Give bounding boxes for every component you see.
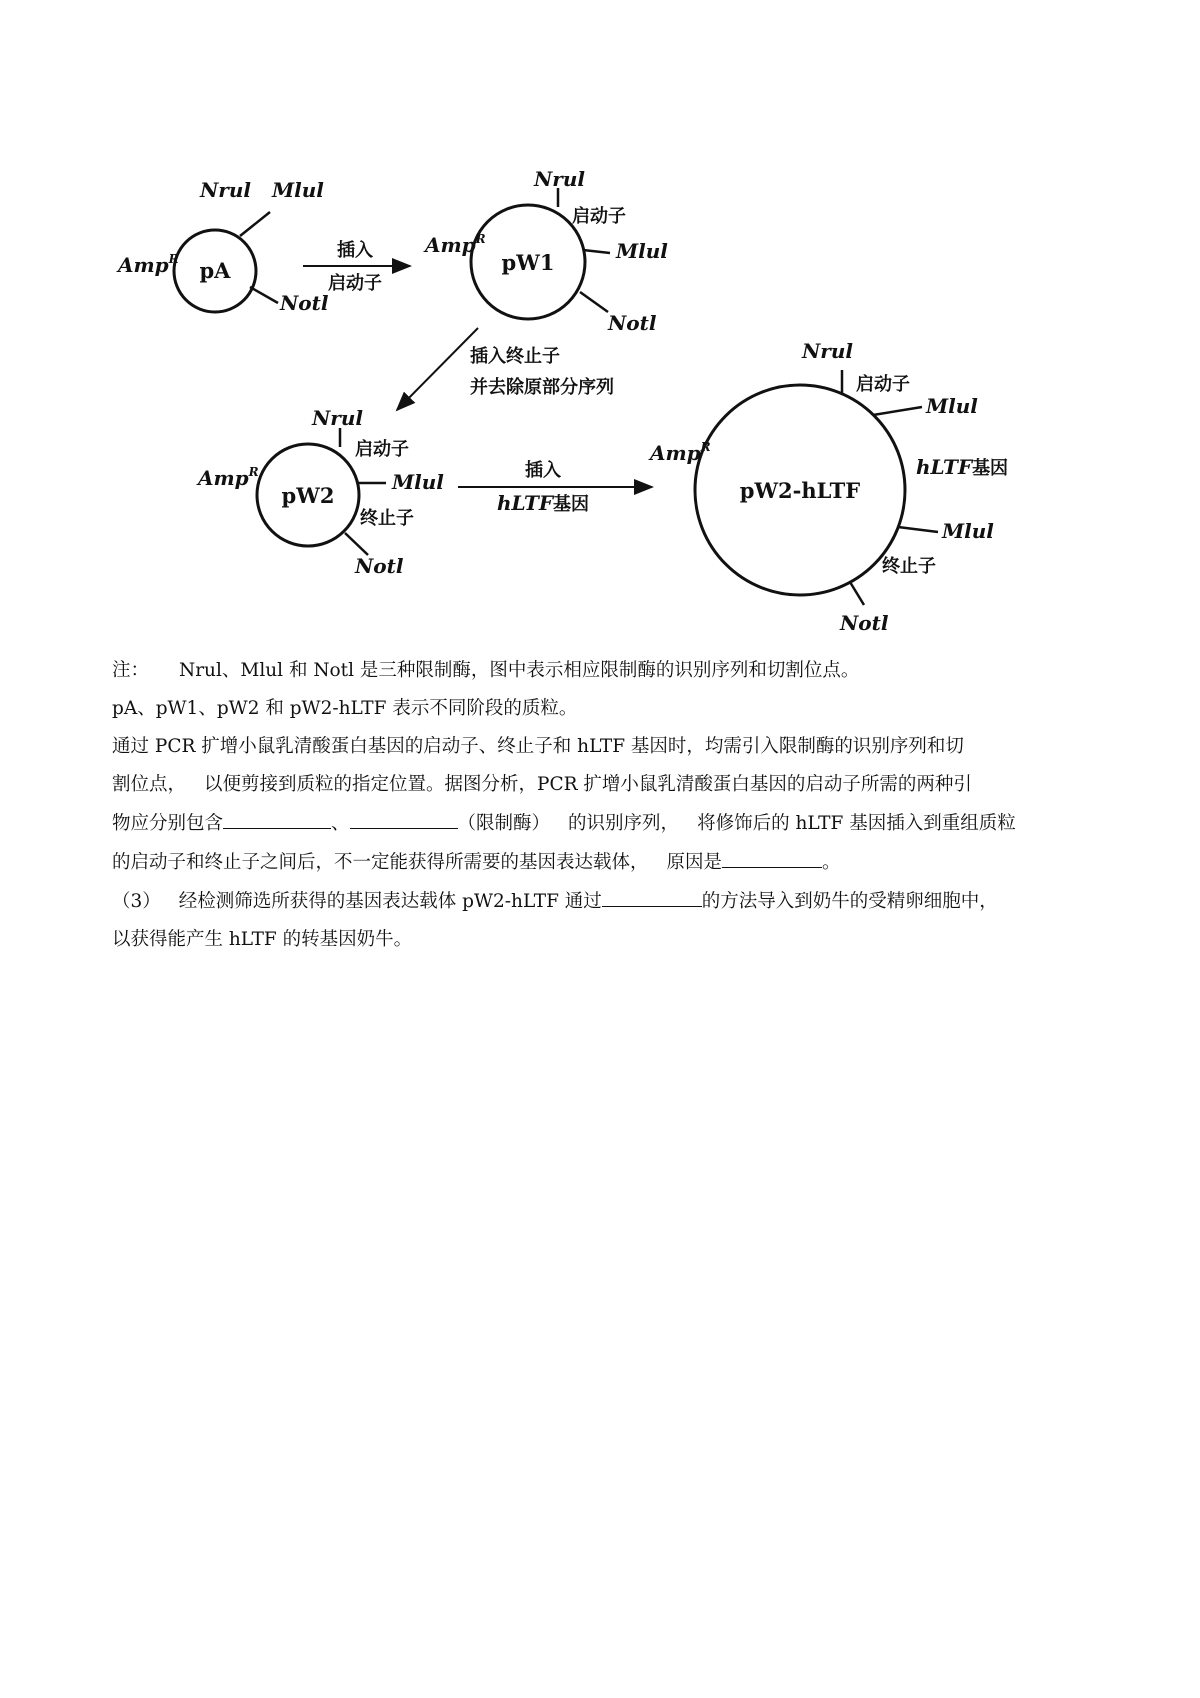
arrow-2-label-line1: 插入终止子 <box>470 346 560 367</box>
note-line-1-text: Nrul、Mlul 和 Notl 是三种限制酶，图中表示相应限制酶的识别序列和切割位点。 <box>179 660 860 681</box>
plasmid-pW2-name: pW2 <box>281 483 335 508</box>
paragraph-line-a: 通过 PCR 扩增小鼠乳清酸蛋白基因的启动子、终止子和 hLTF 基因时，均需引入限制酶的识别序列和切 <box>112 736 964 757</box>
pW2-amp-label: Amp$^R$ <box>198 465 259 490</box>
arrow-3-bottom-label: hLTF基因 <box>496 491 590 515</box>
pW2-hLTF-notl-label: Notl <box>840 611 889 635</box>
answer-blank-4[interactable] <box>602 882 702 907</box>
arrow-1-top-label: 插入 <box>337 240 373 261</box>
arrow-insert-hltf <box>458 459 652 515</box>
pW2-hLTF-gene-label: hLTF基因 <box>916 455 1009 479</box>
pW2-mlul-label: Mlul <box>392 470 444 494</box>
pA-amp-label: Amp$^R$ <box>118 252 179 277</box>
plasmid-construction-diagram <box>0 0 1200 650</box>
pW1-notl-tick <box>580 292 608 312</box>
pW2-nrul-label: Nrul <box>312 406 363 430</box>
question-3-number: （3） <box>112 891 161 912</box>
pW2-hLTF-mlul1-tick <box>873 407 922 415</box>
pW2-notl-label: Notl <box>355 554 404 578</box>
pW2-hLTF-mlul2-tick <box>898 527 938 532</box>
plasmid-pA-name: pA <box>199 258 231 283</box>
pW2-hLTF-nrul-label: Nrul <box>802 339 853 363</box>
pW2-hLTF-promoter-label: 启动子 <box>856 374 910 395</box>
arrow-insert-terminator <box>397 328 614 410</box>
pW1-promoter-label: 启动子 <box>572 206 626 227</box>
pA-notl-tick <box>250 287 278 303</box>
pA-mlul-label: Mlul <box>272 178 324 202</box>
paragraph-line-c: 物应分别包含 、 （限制酶） 的识别序列， 将修饰后的 hLTF 基因插入到重组质粒 <box>112 804 1097 843</box>
plasmid-pW1 <box>423 167 668 335</box>
pW2-notl-tick <box>345 533 368 555</box>
pA-mlul-tick <box>240 212 270 236</box>
arrow-1-bottom-label: 启动子 <box>328 273 382 294</box>
pA-notl-label: Notl <box>280 291 329 315</box>
pW1-notl-label: Notl <box>608 311 657 335</box>
plasmid-pW2-hLTF <box>648 339 1008 635</box>
arrow-2-line <box>397 328 478 410</box>
pW2-promoter-label: 启动子 <box>355 439 409 460</box>
plasmid-pW1-name: pW1 <box>501 250 555 275</box>
question-3-line-2: 以获得能产生 hLTF 的转基因奶牛。 <box>112 929 413 950</box>
arrow-2-label-line2: 并去除原部分序列 <box>470 377 614 398</box>
note-line-2: pA、pW1、pW2 和 pW2-hLTF 表示不同阶段的质粒。 <box>112 698 578 719</box>
pW2-hLTF-mlul1-label: Mlul <box>926 394 978 418</box>
question-3-line-1: （3） 经检测筛选所获得的基因表达载体 pW2-hLTF 通过 的方法导入到奶牛的受精卵细胞中， <box>112 882 1097 921</box>
plasmid-pW2-hLTF-name: pW2-hLTF <box>739 478 861 503</box>
answer-blank-1[interactable] <box>223 804 331 829</box>
pW1-mlul-tick <box>583 250 610 253</box>
pW1-amp-label: Amp$^R$ <box>425 232 486 257</box>
note-prefix: 注： <box>112 660 150 681</box>
pW1-nrul-label: Nrul <box>534 167 585 191</box>
plasmid-pW2 <box>196 406 444 578</box>
arrow-3-top-label: 插入 <box>525 460 561 481</box>
paragraph-line-d: 的启动子和终止子之间后，不一定能获得所需要的基因表达载体， 原因是 。 <box>112 843 1097 882</box>
pW2-hLTF-mlul2-label: Mlul <box>942 519 994 543</box>
question-text <box>112 652 1097 959</box>
answer-blank-3[interactable] <box>722 843 822 868</box>
pA-nrul-label: Nrul <box>200 178 251 202</box>
pW2-hLTF-notl-tick <box>850 582 864 605</box>
note-line-1 <box>112 652 1097 690</box>
pW2-hLTF-terminator-label: 终止子 <box>882 556 936 577</box>
pW2-hLTF-amp-label: Amp$^R$ <box>650 440 711 465</box>
arrow-insert-promoter <box>303 239 410 294</box>
pW1-mlul-label: Mlul <box>616 239 668 263</box>
answer-blank-2[interactable] <box>350 804 458 829</box>
pW2-terminator-label: 终止子 <box>360 508 414 529</box>
paragraph-line-b: 割位点， 以便剪接到质粒的指定位置。据图分析，PCR 扩增小鼠乳清酸蛋白基因的启动子所需的两种引 <box>112 774 972 795</box>
plasmid-pA <box>116 178 329 315</box>
